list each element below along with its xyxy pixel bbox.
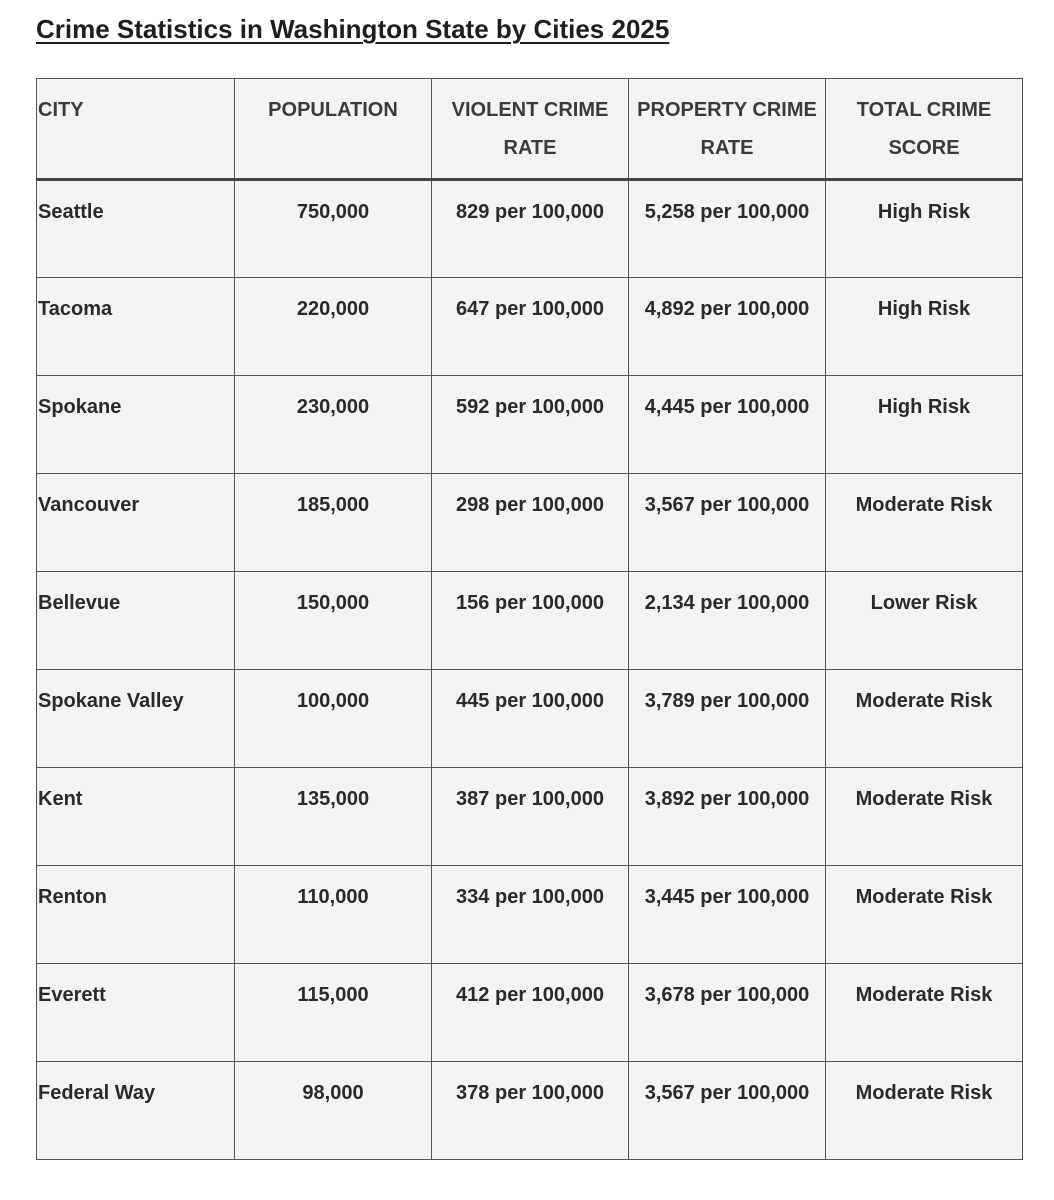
population-cell: 150,000 bbox=[235, 572, 432, 670]
table-row bbox=[37, 768, 1023, 866]
property-crime-rate-cell: 2,134 per 100,000 bbox=[629, 572, 826, 670]
header-city: CITY bbox=[37, 79, 235, 180]
city-cell: Seattle bbox=[37, 180, 235, 278]
table-row bbox=[37, 572, 1023, 670]
total-crime-score-cell: High Risk bbox=[826, 180, 1023, 278]
violent-crime-rate-cell: 156 per 100,000 bbox=[432, 572, 629, 670]
total-crime-score-cell: Moderate Risk bbox=[826, 866, 1023, 964]
city-cell: Bellevue bbox=[37, 572, 235, 670]
violent-crime-rate-cell: 829 per 100,000 bbox=[432, 180, 629, 278]
population-cell: 115,000 bbox=[235, 964, 432, 1062]
property-crime-rate-cell: 4,445 per 100,000 bbox=[629, 376, 826, 474]
property-crime-rate-cell: 3,567 per 100,000 bbox=[629, 474, 826, 572]
population-cell: 230,000 bbox=[235, 376, 432, 474]
population-cell: 110,000 bbox=[235, 866, 432, 964]
table-body bbox=[37, 180, 1023, 1160]
property-crime-rate-cell: 5,258 per 100,000 bbox=[629, 180, 826, 278]
total-crime-score-cell: Moderate Risk bbox=[826, 670, 1023, 768]
violent-crime-rate-cell: 387 per 100,000 bbox=[432, 768, 629, 866]
violent-crime-rate-cell: 378 per 100,000 bbox=[432, 1062, 629, 1160]
header-total-crime-score: TOTAL CRIME SCORE bbox=[826, 79, 1023, 180]
total-crime-score-cell: Lower Risk bbox=[826, 572, 1023, 670]
violent-crime-rate-cell: 334 per 100,000 bbox=[432, 866, 629, 964]
page-title: Crime Statistics in Washington State by Cities 2025 bbox=[36, 14, 670, 44]
total-crime-score-cell: Moderate Risk bbox=[826, 768, 1023, 866]
violent-crime-rate-cell: 647 per 100,000 bbox=[432, 278, 629, 376]
header-population: POPULATION bbox=[235, 79, 432, 180]
population-cell: 100,000 bbox=[235, 670, 432, 768]
table-row bbox=[37, 376, 1023, 474]
city-cell: Everett bbox=[37, 964, 235, 1062]
header-property-crime-rate: PROPERTY CRIME RATE bbox=[629, 79, 826, 180]
total-crime-score-cell: High Risk bbox=[826, 376, 1023, 474]
property-crime-rate-cell: 3,678 per 100,000 bbox=[629, 964, 826, 1062]
city-cell: Kent bbox=[37, 768, 235, 866]
population-cell: 185,000 bbox=[235, 474, 432, 572]
population-cell: 220,000 bbox=[235, 278, 432, 376]
population-cell: 98,000 bbox=[235, 1062, 432, 1160]
city-cell: Federal Way bbox=[37, 1062, 235, 1160]
table-header-row bbox=[37, 79, 1023, 180]
property-crime-rate-cell: 3,445 per 100,000 bbox=[629, 866, 826, 964]
total-crime-score-cell: Moderate Risk bbox=[826, 1062, 1023, 1160]
violent-crime-rate-cell: 445 per 100,000 bbox=[432, 670, 629, 768]
property-crime-rate-cell: 3,789 per 100,000 bbox=[629, 670, 826, 768]
table-row bbox=[37, 278, 1023, 376]
population-cell: 135,000 bbox=[235, 768, 432, 866]
city-cell: Renton bbox=[37, 866, 235, 964]
city-cell: Spokane bbox=[37, 376, 235, 474]
city-cell: Spokane Valley bbox=[37, 670, 235, 768]
table-row bbox=[37, 474, 1023, 572]
table-row bbox=[37, 1062, 1023, 1160]
violent-crime-rate-cell: 298 per 100,000 bbox=[432, 474, 629, 572]
table-row bbox=[37, 866, 1023, 964]
total-crime-score-cell: High Risk bbox=[826, 278, 1023, 376]
table-row bbox=[37, 180, 1023, 278]
header-violent-crime-rate: VIOLENT CRIME RATE bbox=[432, 79, 629, 180]
table-row bbox=[37, 964, 1023, 1062]
property-crime-rate-cell: 3,892 per 100,000 bbox=[629, 768, 826, 866]
total-crime-score-cell: Moderate Risk bbox=[826, 474, 1023, 572]
violent-crime-rate-cell: 412 per 100,000 bbox=[432, 964, 629, 1062]
property-crime-rate-cell: 4,892 per 100,000 bbox=[629, 278, 826, 376]
city-cell: Vancouver bbox=[37, 474, 235, 572]
table-row bbox=[37, 670, 1023, 768]
violent-crime-rate-cell: 592 per 100,000 bbox=[432, 376, 629, 474]
total-crime-score-cell: Moderate Risk bbox=[826, 964, 1023, 1062]
city-cell: Tacoma bbox=[37, 278, 235, 376]
property-crime-rate-cell: 3,567 per 100,000 bbox=[629, 1062, 826, 1160]
population-cell: 750,000 bbox=[235, 180, 432, 278]
crime-statistics-table bbox=[36, 78, 1023, 1160]
